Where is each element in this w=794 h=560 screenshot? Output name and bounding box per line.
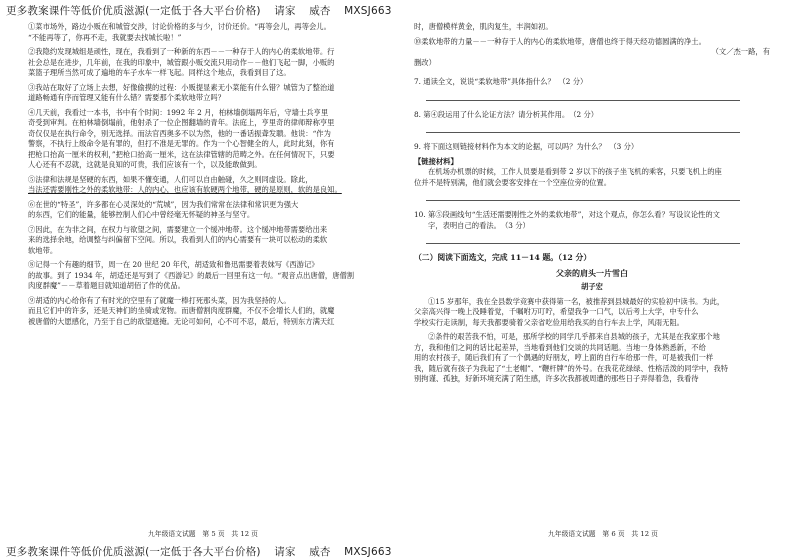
para-7-line-1: ⑦因此，在为非之间，在权力与欲望之间，需要建立一个缓冲地带。这个缓冲地带需要给出来 [28,224,328,234]
para-6-line-2: 的东西，它们的能量，能够控制人们心中曾经毫无怀疑的神圣与坚守。 [28,210,255,219]
para-4-line-5: 把枪口抬高一厘米的权利，”把枪口抬高一厘米，这在法律管辖的范畴之外。在任何情况下，只要 [28,149,335,159]
story-title: 父亲的肩头一片雪白 [556,267,628,278]
para-6-line-1: ⑥在世的“特圣”，许多都在心灵深处的“荒城”，因为我们常常在法律和常识更为强大 [28,199,299,209]
answer-line-9[interactable] [426,188,740,201]
para-9-line-2: 而且它们中的许多，还是天神们的坐骑或宠物。而唐僧割肉度群魔，不仅不会增长人们的，就魔 [28,306,335,315]
para-5-line-1: ⑤法律和法规是坚硬的东西，如果不懂变通，人们可以自由触碰，久之则同虚设。除此， [28,174,313,184]
para-8-line-3: 肉度群魔”－－草着题目就知道胡佰了作的优品。 [28,281,185,290]
right-line-1: 时，唐僧模样黄金，肌肉复生，丰润如初。 [414,22,553,31]
banner-code: MXSJ663 [344,546,392,558]
page-footer-left: 九年级语文试题 第 5 页 共 12 页 [148,530,258,538]
para-9-line-1: ⑨胡适的内心给你有了有时光的空里有了就魔一棒打死那头菜，因为我坚持的人。 [28,295,291,305]
story-author: 胡子宏 [581,282,603,291]
para-2-line-1: ②我隐约发现城组是顽性，现在，我看到了一种新的东西－－一种存于人的内心的柔软地带。行 [28,47,335,56]
para-4-line-4: 警察，不执行上级命令是有罪的，但打不准是无罪的。作为一个心智健全的人，此时此刻，你有 [28,139,335,148]
para-1-line-2: “不能再等了，你再不走，我就要去找城长啦！” [28,32,182,42]
page-footer-right: 九年级语文试题 第 6 页 共 12 页 [548,530,658,538]
right-para-10-line-1: ⑩柔软地带的力量－－一种存于人的内心的柔软地带，唐僧也终于得天经功德圆满的净土。 [414,36,706,46]
banner-contact-2: 威杏 [309,5,331,17]
answer-line-8[interactable] [426,120,740,133]
banner-contact-1: 请家 [274,5,296,17]
link-material-label: 【链接材料】 [414,156,458,166]
question-10-line-2: 字，表明自己的看法。 （3 分） [428,220,530,230]
story-para-1-line-3: 学校实行走读制，每天我都要骑着父亲省吃俭用给我买的自行车去上学，风雨无阻。 [414,317,684,327]
source-attribution: （文／杰一路，有 [711,47,770,56]
question-9: 9. 将下面这则链接材料作为本文的论据，可以吗？为什么？ （3 分） [414,142,639,151]
para-7-line-2: 来的选择余地，给调整与纠偏留下空间。所以，我看到人们的内心需要有一块可以松动的柔软 [28,235,328,244]
para-8-line-2: 的故事。到了 1934 年，胡适还是写到了《西游记》的最后一回里有这一句。“观音点出唐僧，唐僧割 [28,270,355,280]
story-para-2-line-5: 别拘谨、孤独，好新环境充满了陌生感，许多次我都被周遭的那些日子弄得着急，我看待 [414,374,699,383]
story-para-2-line-1: ②条件的艰苦我不怕，可是，那所学校的同学几乎都来自县城的孩子，尤其是在我家那个地 [428,332,720,341]
story-para-2-line-2: 方，我和他们之间的话比起差异，当地看到他们交谈的共同话题。当地一身体熟悉新，不给 [414,342,706,352]
para-4-line-6: 人心还有不忍就，这就是良知的可贵，我们应该有一个，以及能敢做到。 [28,160,262,169]
para-4-line-2: 奇受到审判。在柏林墙倒塌前，他射杀了一位企图翻墙的青年。法庭上，亨里奇的律师辩称亨里 [28,118,335,127]
banner-contact-2: 威杏 [309,546,331,558]
question-10-line-1: 10. 第⑤段画线句“生活还需要刚性之外的柔软地带”，对这个观点，你怎么看？写设议论性的文 [414,210,720,219]
question-7: 7. 通读全文，说说“柔软地带”具体指什么？ （2 分） [414,77,588,86]
top-banner [6,3,402,18]
para-7-line-3: 软地带。 [28,245,58,255]
answer-line-7[interactable] [426,88,740,101]
left-page [28,22,380,327]
para-8-line-1: ⑧记得一个有趣的细节，周一在 20 世纪 20 年代，胡适致和鲁迅需要着表妹写《西游记》 [28,260,319,269]
link-material-line-2: 位并不是特别满，他们就会要客安排在一个空座位旁的位置。 [414,177,612,187]
para-3-line-1: ③我站在取好了立场上去想，好像偷摸的过程：小贩提显素无小菜能有什么错？城管为了整治道 [28,82,335,92]
story-para-1-line-1: ①15 岁那年，我在全县数学竞赛中获得第一名，被推荐到县城最好的实验初中读书。为此， [428,296,725,306]
story-para-2-line-4: 我，随后就有孩子为我起了“土老帽”、“鞭杆牌”的外号。在我花花绿绿、性格活泼的同学中，我特 [414,363,729,373]
story-para-2-line-3: 用的农村孩子，随后我们有了一个偶遇的好朋友，哼上面的自行车给那一件，可是被我们一样 [414,353,714,362]
para-2-line-2: 社会总是在进步，几年前，在我的印象中，城管跟小贩交流只用动作－－他们飞起一脚，小贩的 [28,57,335,67]
para-5-underlined-line: 当法还需要刚性之外的柔软地带：人的内心，也应该有软硬两个地带，硬的是原则，软的是良知。 [28,185,342,194]
para-3-line-2: 道路畅通有序而管理又能有什么错？需要那个柔软地带立吗？ [28,93,226,102]
source-edit-note: 删改） [414,57,436,67]
para-2-line-3: 菜篮子理所当然可成了遍地的车子水车一样飞起。同样这个地点，我看到目了这。 [28,68,291,77]
para-1-line-1: ①菜市场外，路边小贩在和城管交涉，讨论价格的多与少，讨价还价。“再等会儿，再等会儿。 [28,22,331,31]
banner-code: MXSJ663 [344,5,392,17]
link-material-line-1: 在机场办机票的时候，工作人员要是看到带 2 岁以下的孩子坐飞机的乘客，只要飞机上的座 [428,167,722,176]
right-page [414,22,770,385]
para-9-line-3: 被唐僧的大愿感化，乃至于自己的欲望遮掩。无论可如何，心不可不忍，最后，特别东方满天红 [28,316,335,326]
banner-text: 更多教案课件等低价优质滋源(一定低于各大平台价格) [6,5,261,17]
para-4-line-3: 奇仅仅是在执行命令，别无选择。而法官西奥多不以为然，他的一番话振聋发聩。他说：“作为 [28,128,331,138]
story-para-1-line-2: 父亲高兴得一晚上没睡着觉，千嘱咐万叮咛，希望我争一口气，以后考上大学，中专什么 [414,307,699,316]
answer-line-10[interactable] [426,231,740,244]
question-8: 8. 第④段运用了什么论证方法？请分析其作用。 （2 分） [414,109,599,119]
para-4-line-1: ④几天前，我看过一本书，书中有个时间：1992 年 2 月，柏林墙倒塌两年后，守墙士兵亨里 [28,107,329,117]
banner-contact-1: 请家 [274,546,296,558]
section-2-heading: （二）阅读下面选文，完成 11－14 题。（12 分） [414,253,592,262]
bottom-banner [6,544,402,559]
banner-text: 更多教案课件等低价优质滋源(一定低于各大平台价格) [6,546,261,558]
